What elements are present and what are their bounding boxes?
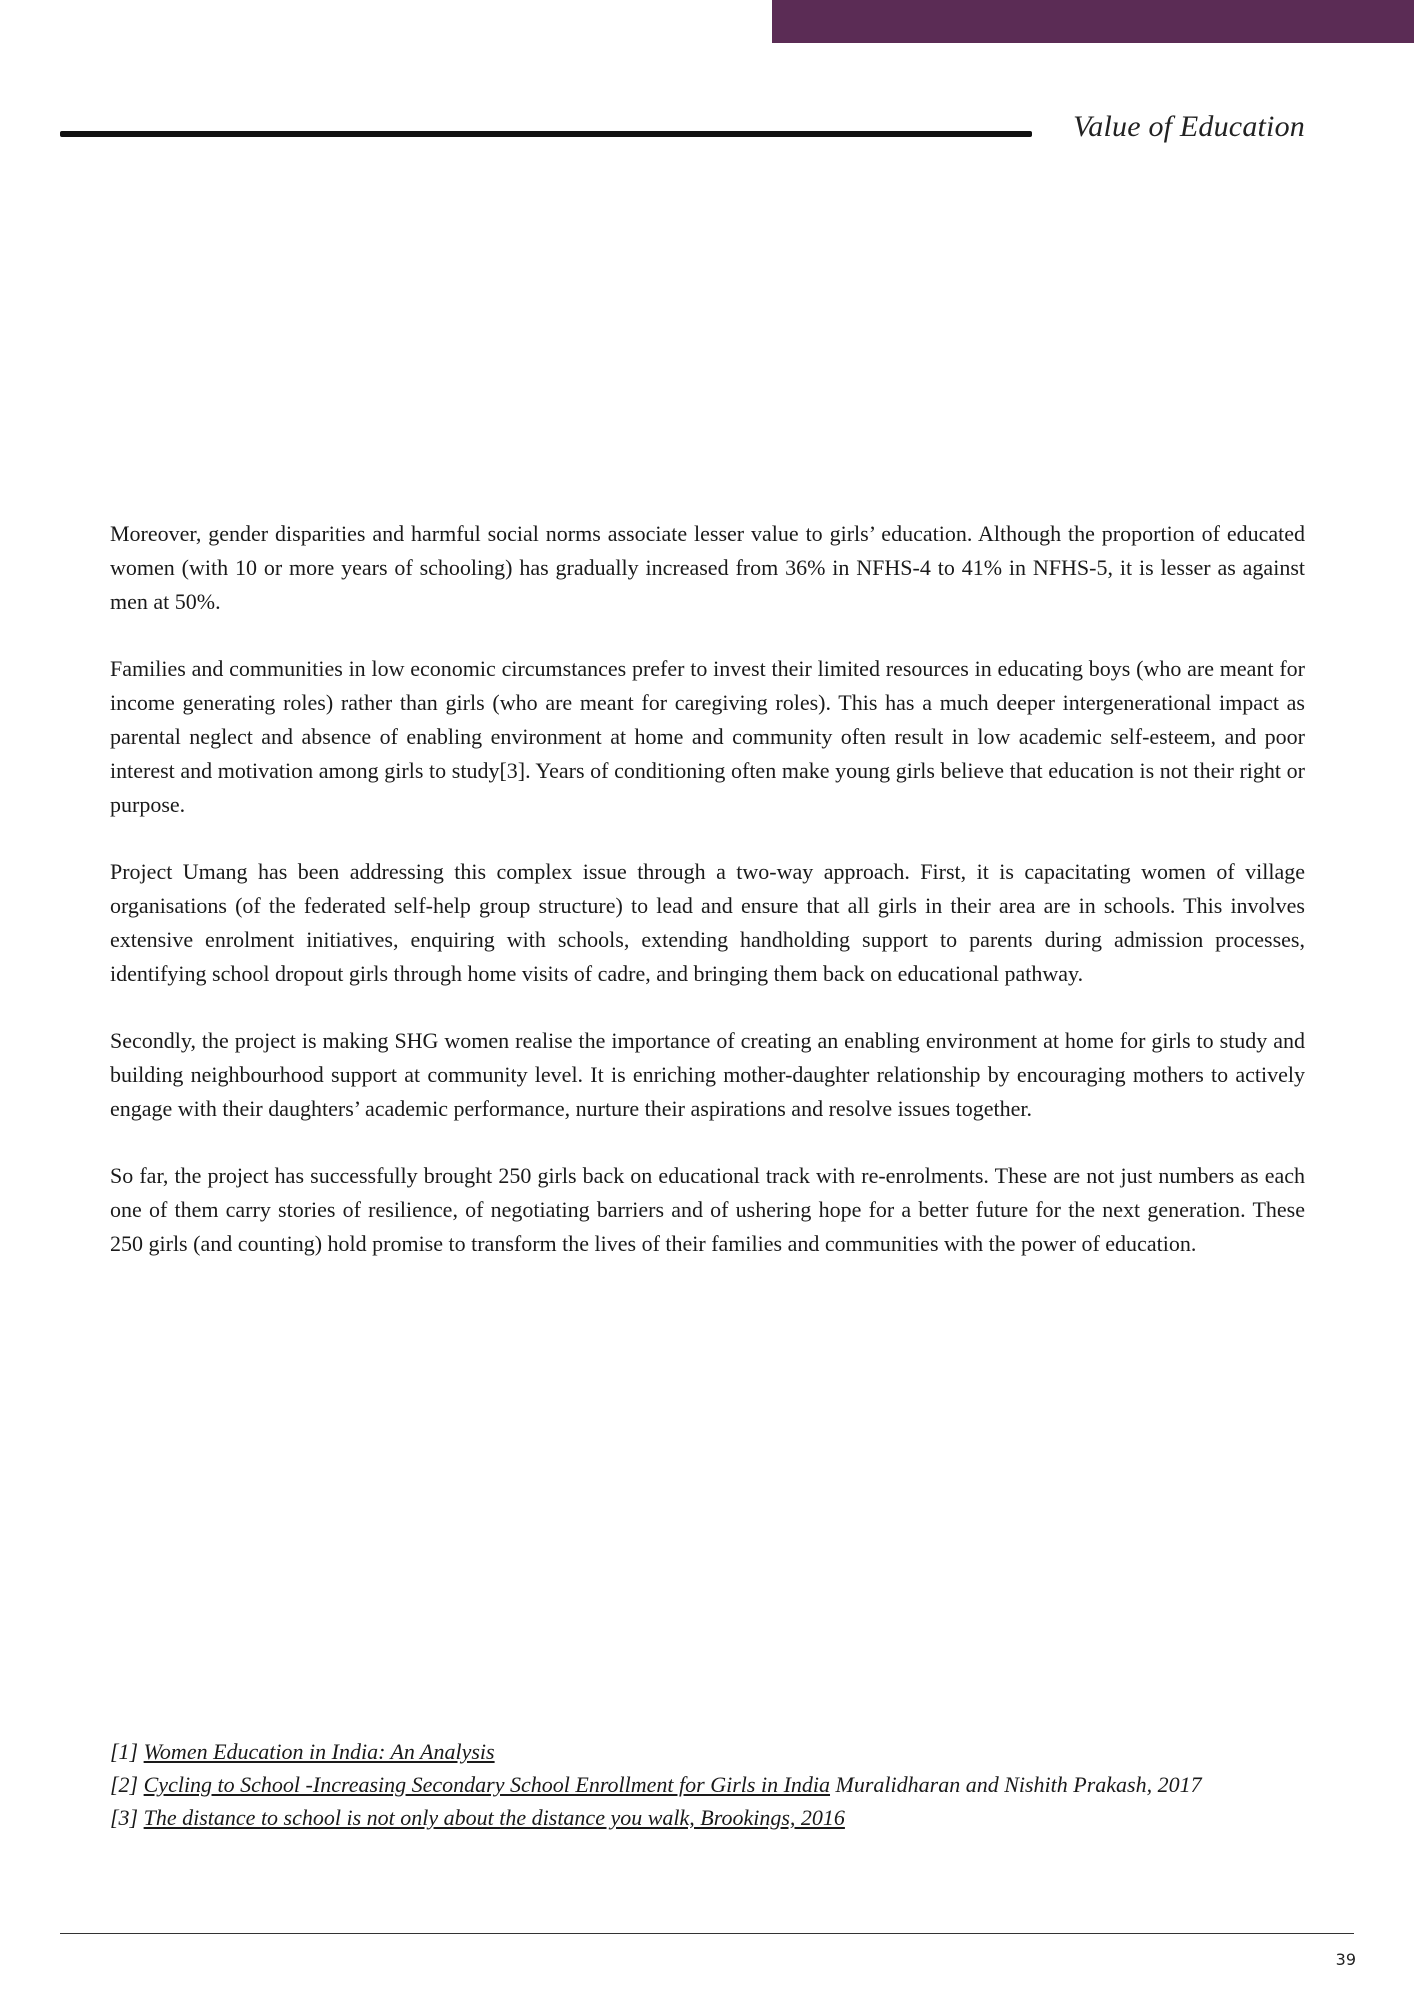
footnote-ref: [3] — [110, 1805, 139, 1830]
footnote-link[interactable]: Cycling to School -Increasing Secondary School Enrollment for Girls in India — [143, 1772, 831, 1797]
running-title: Value of Education — [1073, 110, 1305, 143]
paragraph: Families and communities in low economic circumstances prefer to invest their limited resources in educating boys (who are meant for income generating roles) rather than girls (who are meant for caregiving roles). This has a much deeper intergenerational impact as parental neglect and absence of enabling environment at home and community often result in low academic self-esteem, and poor interest and motivation among girls to study[3]. Years of conditioning often make young girls believe that education is not their right or purpose. — [110, 656, 1305, 817]
page-number: 39 — [1335, 1950, 1356, 1969]
footnote-suffix: Muralidharan and Nishith Prakash, 2017 — [830, 1772, 1202, 1797]
header-accent-bar — [772, 0, 1414, 43]
footnote-1 — [110, 1735, 1305, 1768]
footer-rule — [60, 1933, 1354, 1934]
footnote-link[interactable]: Women Education in India: An Analysis — [143, 1739, 495, 1764]
body-text — [110, 517, 1305, 1294]
paragraph: So far, the project has successfully brought 250 girls back on educational track with re-enrolments. These are not just numbers as each one of them carry stories of resilience, of negotiating barriers and of ushering hope for a better future for the next generation. These 250 girls (and counting) hold promise to transform the lives of their families and communities with the power of education. — [110, 1163, 1305, 1256]
footnote-ref: [2] — [110, 1772, 139, 1797]
paragraph: Secondly, the project is making SHG women realise the importance of creating an enabling environment at home for girls to study and building neighbourhood support at community level. It is enriching mother-daughter relationship by encouraging mothers to actively engage with their daughters’ academic performance, nurture their aspirations and resolve issues together. — [110, 1028, 1305, 1121]
paragraph: Project Umang has been addressing this complex issue through a two-way approach. First, it is capacitating women of village organisations (of the federated self-help group structure) to lead and ensure that all girls in their area are in schools. This involves extensive enrolment initiatives, enquiring with schools, extending handholding support to parents during admission processes, identifying school dropout girls through home visits of cadre, and bringing them back on educational pathway. — [110, 859, 1305, 986]
footnote-2 — [110, 1768, 1305, 1801]
footnote-link[interactable]: The distance to school is not only about the distance you walk, Brookings, 2016 — [143, 1805, 845, 1830]
footnotes — [110, 1735, 1305, 1834]
footnote-ref: [1] — [110, 1739, 139, 1764]
footnote-3 — [110, 1801, 1305, 1834]
paragraph: Moreover, gender disparities and harmful social norms associate lesser value to girls’ education. Although the proportion of educated women (with 10 or more years of schooling) has gradually increased from 36% in NFHS-4 to 41% in NFHS-5, it is lesser as against men at 50%. — [110, 521, 1305, 614]
header-rule — [60, 131, 1032, 137]
